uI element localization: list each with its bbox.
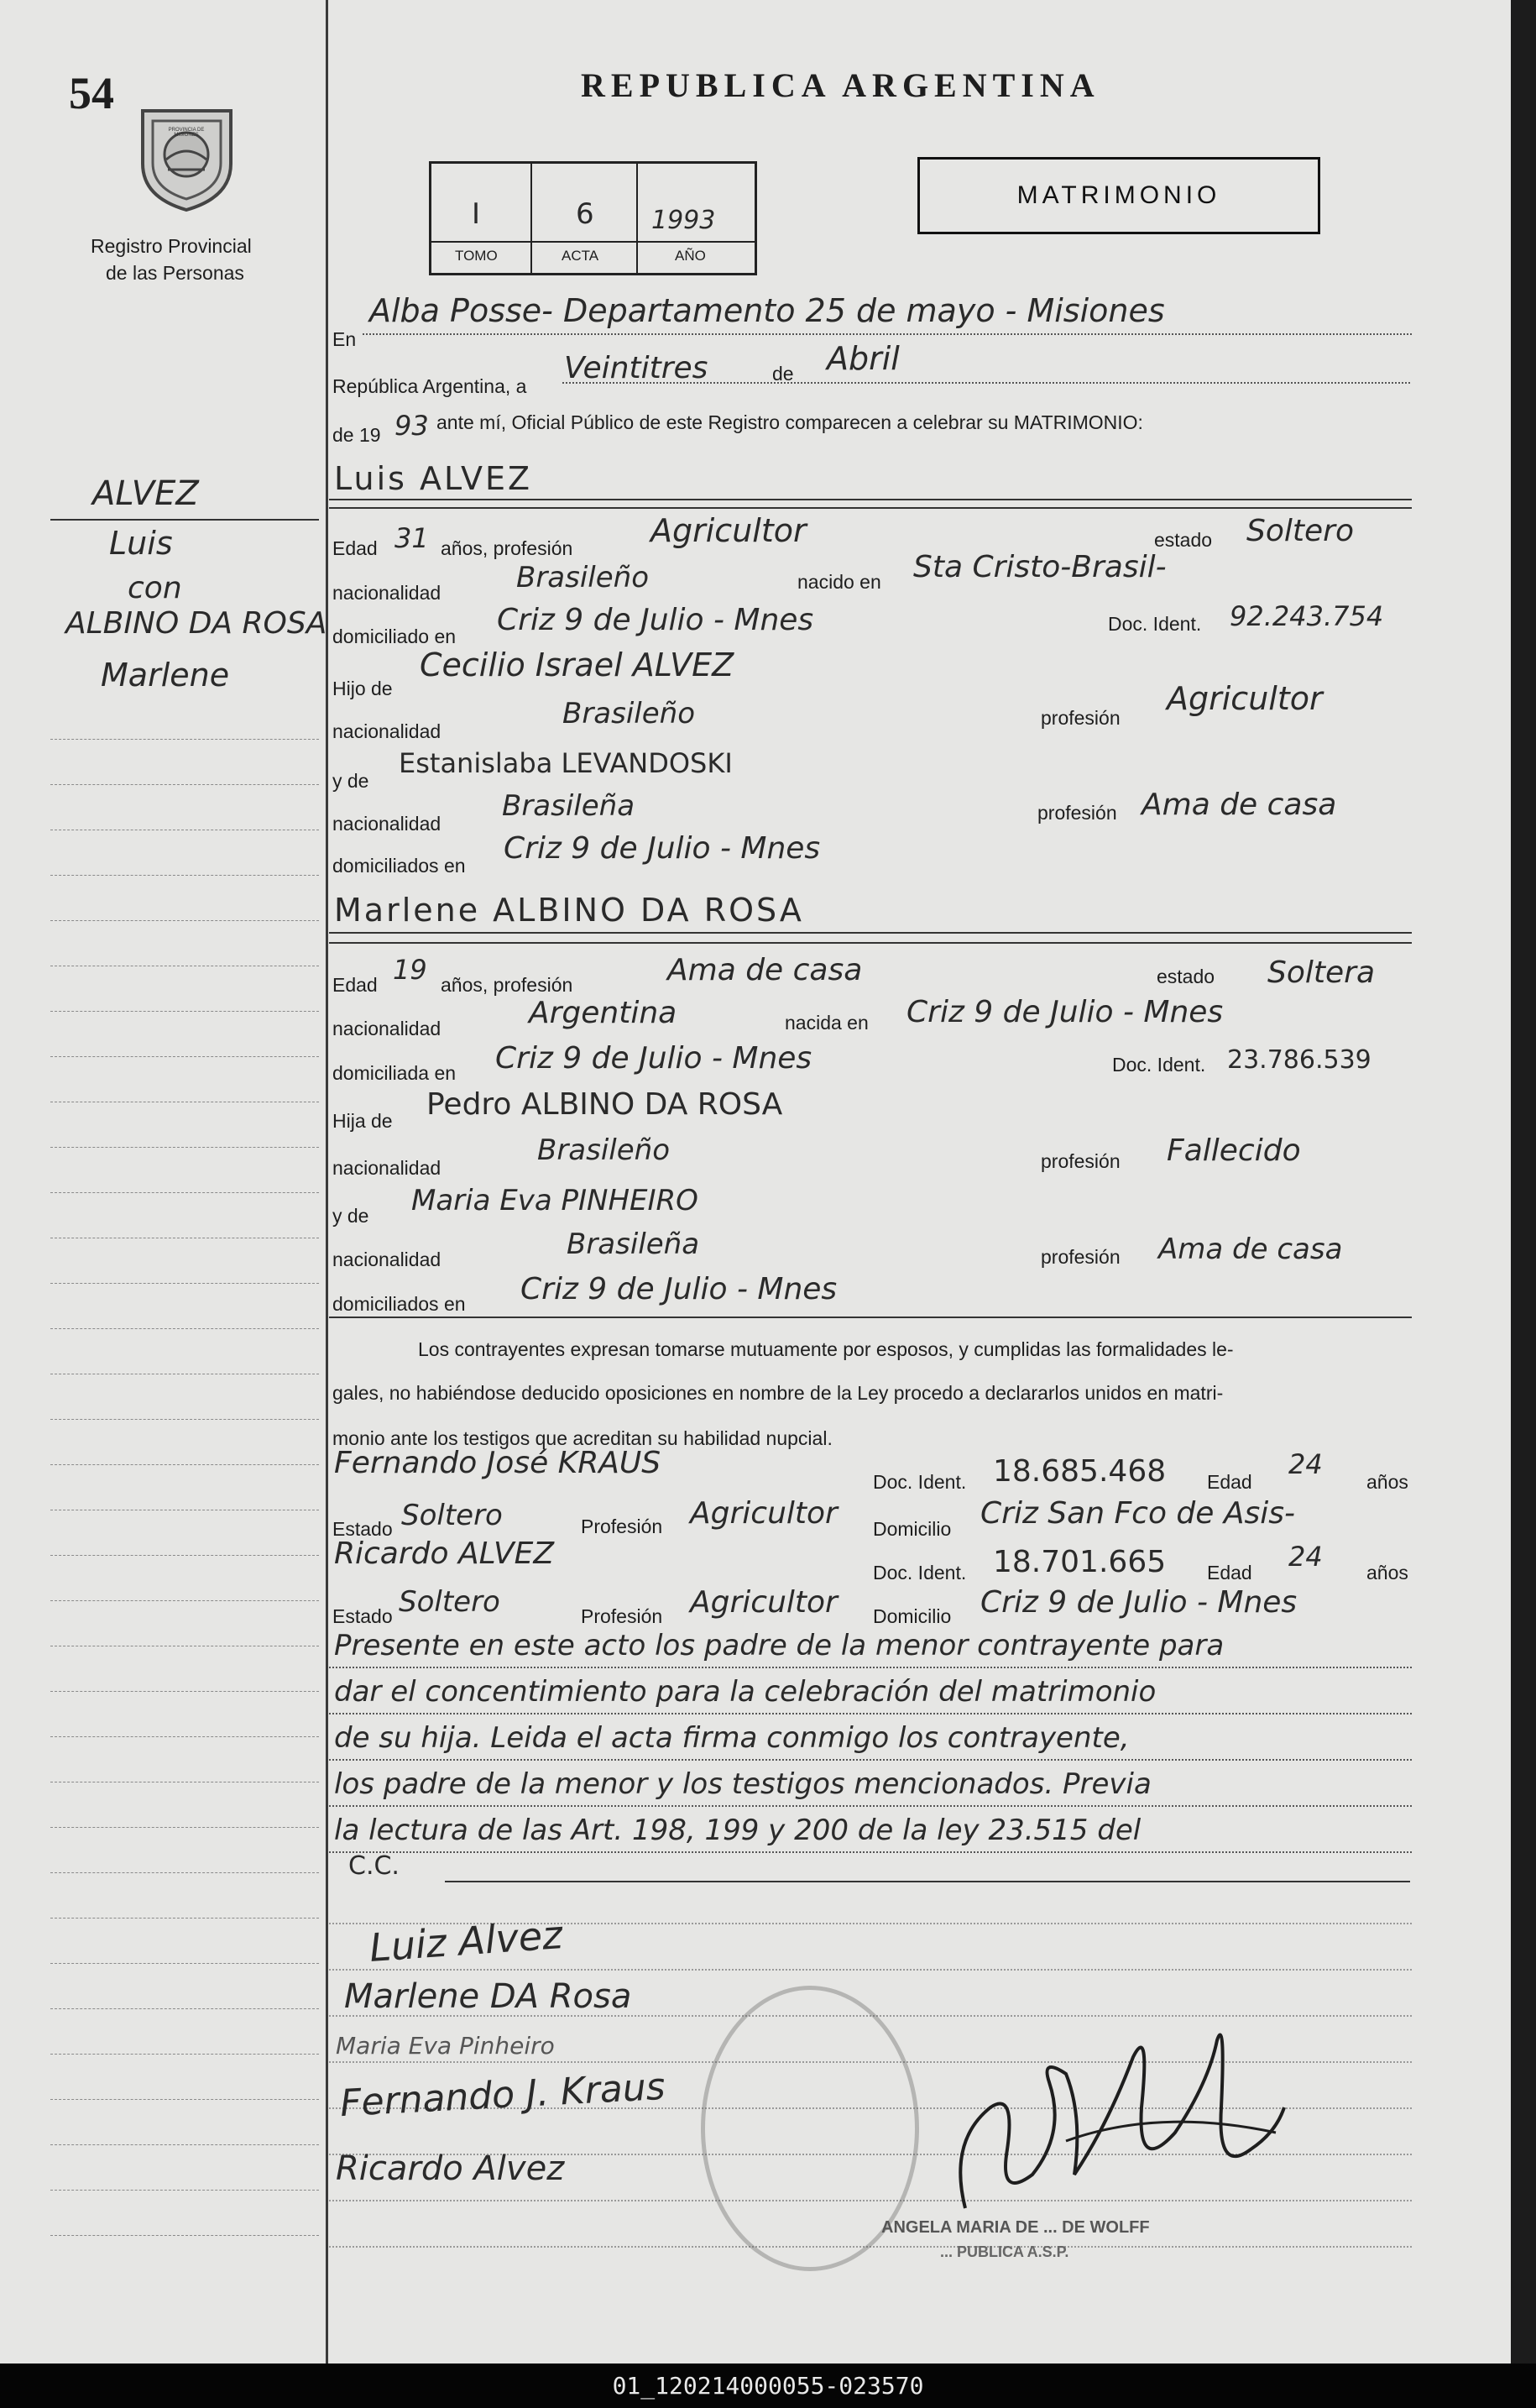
margin-line — [50, 1283, 319, 1284]
margin-line — [50, 784, 319, 785]
dotted-line — [329, 1713, 1412, 1714]
groom-yde-label: y de — [332, 770, 369, 792]
book-edge — [1511, 0, 1536, 2364]
witness1-doc-label: Doc. Ident. — [873, 1471, 967, 1493]
margin-line — [50, 2190, 319, 2191]
official-signature — [940, 2007, 1293, 2225]
witness2-estado-label: Estado — [332, 1605, 393, 1627]
margin-note-3: con — [128, 571, 182, 605]
note-line-4: los padre de la menor y los testigos mencionados. Previa — [334, 1767, 1152, 1801]
act-type-box — [917, 157, 1320, 234]
acta-label: ACTA — [562, 248, 599, 264]
witness2-doc-label: Doc. Ident. — [873, 1562, 967, 1584]
signature-3: Maria Eva Pinheiro — [336, 2032, 555, 2060]
bride-anos-profesion-label: años, profesión — [441, 974, 573, 996]
signature-line — [329, 1969, 1412, 1971]
bride-parents-dom-label: domiciliados en — [332, 1293, 466, 1315]
margin-note-4: ALBINO DA ROSA — [65, 606, 327, 641]
groom-nacido-label: nacido en — [797, 571, 881, 593]
groom-age-label: Edad — [332, 537, 378, 559]
province-seal — [134, 92, 239, 214]
bride-father-prof-label: profesión — [1041, 1150, 1121, 1172]
month-value: Abril — [827, 340, 900, 377]
bride-parents-address: Criz 9 de Julio - Mnes — [520, 1272, 838, 1306]
groom-mother: Estanislaba LEVANDOSKI — [399, 747, 733, 779]
witness2-domicile: Criz 9 de Julio - Mnes — [980, 1585, 1298, 1620]
place-value: Alba Posse- Departamento 25 de mayo - Misiones — [369, 292, 1165, 329]
groom-anos-profesion-label: años, profesión — [441, 537, 573, 559]
section-rule — [329, 942, 1412, 944]
country-title: REPUBLICA ARGENTINA — [581, 66, 1100, 104]
groom-nationality: Brasileño — [516, 561, 650, 594]
tomo-value: I — [472, 197, 481, 231]
margin-line — [50, 1192, 319, 1193]
margin-line — [50, 1328, 319, 1329]
bride-father-nat-label: nacionalidad — [332, 1157, 441, 1179]
bride-hija-label: Hija de — [332, 1110, 393, 1132]
witness1-edad-label: Edad — [1207, 1471, 1252, 1493]
bride-domicilio-label: domiciliada en — [332, 1062, 457, 1084]
margin-note-5: Marlene — [101, 657, 230, 694]
margin-line — [50, 1918, 319, 1919]
dotted-line — [562, 382, 1410, 384]
witness2-prof-label: Profesión — [581, 1605, 663, 1627]
margin-rule — [326, 0, 328, 2364]
groom-address: Criz 9 de Julio - Mnes — [497, 603, 814, 637]
margin-line — [50, 1056, 319, 1057]
margin-line — [50, 1736, 319, 1737]
witness1-domicile: Criz San Fco de Asis- — [980, 1496, 1295, 1531]
groom-nacionalidad-label: nacionalidad — [332, 582, 441, 604]
day-value: Veintitres — [564, 351, 708, 385]
groom-profession: Agricultor — [650, 512, 807, 549]
ano-label: AÑO — [675, 248, 706, 264]
bride-mother: Maria Eva PINHEIRO — [411, 1184, 698, 1217]
witness2-profession: Agricultor — [690, 1585, 838, 1620]
bride-status: Soltera — [1267, 955, 1376, 990]
witness2-edad-label: Edad — [1207, 1562, 1252, 1584]
witness1-doc: 18.685.468 — [993, 1454, 1167, 1489]
groom-birthplace: Sta Cristo-Brasil- — [913, 550, 1167, 584]
acta-value: 6 — [576, 197, 594, 231]
witness1-prof-label: Profesión — [581, 1515, 663, 1537]
groom-age: 31 — [394, 522, 429, 554]
groom-mother-nationality: Brasileña — [502, 789, 635, 823]
bride-age-label: Edad — [332, 974, 378, 996]
margin-line — [50, 1963, 319, 1964]
margin-note-2: Luis — [109, 525, 173, 562]
margin-line — [50, 1419, 319, 1420]
margin-line — [50, 2144, 319, 2145]
margin-line — [50, 2099, 319, 2100]
note-line-3: de su hija. Leida el acta firma conmigo los contrayente, — [334, 1721, 1130, 1755]
margin-line — [50, 1464, 319, 1465]
margin-line — [50, 2008, 319, 2009]
signature-5: Ricardo Alvez — [336, 2149, 565, 2188]
witness1-dom-label: Domicilio — [873, 1518, 952, 1540]
dotted-line — [329, 1851, 1412, 1853]
year-prefix: de 19 — [332, 424, 381, 446]
witness2-status: Soltero — [399, 1585, 500, 1619]
margin-line — [50, 1011, 319, 1012]
groom-parents-dom-label: domiciliados en — [332, 855, 466, 877]
statement-line-2: gales, no habiéndose deducido oposiciones en nombre de la Ley procedo a declararlos unidos en matri- — [332, 1382, 1224, 1404]
bride-mother-prof-label: profesión — [1041, 1246, 1121, 1268]
margin-note-rule — [50, 519, 319, 521]
closing-rule — [445, 1881, 1410, 1882]
en-label: En — [332, 328, 357, 350]
dotted-line — [363, 333, 1412, 335]
id-box — [429, 161, 757, 275]
groom-father-prof-label: profesión — [1041, 707, 1121, 729]
margin-line — [50, 875, 319, 876]
folio-number: 54 — [69, 68, 114, 118]
registry-line-1: Registro Provincial — [91, 235, 252, 257]
margin-line — [50, 1147, 319, 1148]
bride-name: Marlene ALBINO DA ROSA — [334, 892, 804, 929]
groom-name: Luis ALVEZ — [334, 460, 533, 497]
witness2-age: 24 — [1288, 1541, 1323, 1573]
act-type-label: MATRIMONIO — [1016, 181, 1221, 209]
groom-mother-nat-label: nacionalidad — [332, 813, 441, 835]
registry-line-2: de las Personas — [106, 262, 244, 284]
groom-status: Soltero — [1246, 514, 1354, 548]
note-line-2: dar el concentimiento para la celebración del matrimonio — [334, 1675, 1157, 1709]
margin-note-1: ALVEZ — [92, 474, 199, 513]
groom-estado-label: estado — [1154, 529, 1213, 551]
section-rule — [329, 1317, 1412, 1318]
bride-mother-nationality: Brasileña — [567, 1228, 700, 1261]
witness1-name: Fernando José KRAUS — [334, 1446, 661, 1480]
margin-line — [50, 2054, 319, 2055]
bride-age: 19 — [393, 954, 427, 986]
margin-line — [50, 920, 319, 921]
bride-mother-profession: Ama de casa — [1158, 1233, 1343, 1266]
bride-yde-label: y de — [332, 1205, 369, 1227]
republica-label: República Argentina, a — [332, 375, 527, 397]
tomo-label: TOMO — [455, 248, 498, 264]
groom-doc: 92.243.754 — [1230, 600, 1384, 632]
bride-nacionalidad-label: nacionalidad — [332, 1018, 441, 1039]
groom-mother-profession: Ama de casa — [1142, 788, 1337, 822]
witness2-doc: 18.701.665 — [993, 1545, 1167, 1579]
groom-father-profession: Agricultor — [1167, 680, 1323, 717]
witness1-profession: Agricultor — [690, 1496, 838, 1531]
dotted-line — [329, 1805, 1412, 1807]
official-stamp-line-2: ... PUBLICA A.S.P. — [940, 2243, 1069, 2260]
margin-line — [50, 1600, 319, 1601]
margin-line — [50, 739, 319, 740]
bride-address: Criz 9 de Julio - Mnes — [495, 1041, 812, 1076]
groom-doc-label: Doc. Ident. — [1108, 613, 1202, 635]
bride-mother-nat-label: nacionalidad — [332, 1248, 441, 1270]
image-code-bar: 01_120214000055-023570 — [0, 2364, 1536, 2408]
signature-1: Luiz Alvez — [368, 1912, 564, 1971]
bride-estado-label: estado — [1157, 966, 1215, 987]
margin-line — [50, 2235, 319, 2236]
bride-father-profession: Fallecido — [1167, 1133, 1301, 1168]
note-line-1: Presente en este acto los padre de la menor contrayente para — [334, 1629, 1225, 1662]
witness1-estado-label: Estado — [332, 1518, 393, 1540]
margin-line — [50, 1555, 319, 1556]
bride-profession: Ama de casa — [667, 953, 863, 987]
bride-doc: 23.786.539 — [1227, 1045, 1371, 1075]
signature-2: Marlene DA Rosa — [344, 1977, 632, 2016]
witness2-name: Ricardo ALVEZ — [334, 1536, 555, 1571]
witness1-status: Soltero — [401, 1499, 503, 1532]
de-label: de — [772, 363, 794, 385]
section-rule — [329, 499, 1412, 500]
witness1-anos-label: años — [1366, 1471, 1408, 1493]
groom-father-nat-label: nacionalidad — [332, 720, 441, 742]
ano-value: 1993 — [651, 206, 716, 235]
margin-line — [50, 1691, 319, 1692]
bride-father-nationality: Brasileño — [537, 1133, 671, 1167]
witness1-age: 24 — [1288, 1448, 1323, 1480]
witness2-dom-label: Domicilio — [873, 1605, 952, 1627]
groom-mother-prof-label: profesión — [1037, 802, 1117, 824]
note-line-5: la lectura de las Art. 198, 199 y 200 de la ley 23.515 del — [334, 1814, 1142, 1847]
statement-line-1: Los contrayentes expresan tomarse mutuamente por esposos, y cumplidas las formalidades le- — [418, 1338, 1234, 1360]
seal-text: PROVINCIA DE MISIONES — [168, 128, 205, 138]
bride-nationality: Argentina — [529, 996, 677, 1030]
groom-father: Cecilio Israel ALVEZ — [420, 646, 734, 683]
groom-domicilio-label: domiciliado en — [332, 626, 457, 647]
witness2-anos-label: años — [1366, 1562, 1408, 1584]
bride-doc-label: Doc. Ident. — [1112, 1054, 1206, 1076]
margin-line — [50, 1872, 319, 1873]
groom-father-nationality: Brasileño — [562, 697, 696, 730]
signature-4: Fernando J. Kraus — [338, 2065, 666, 2126]
note-line-6: C.C. — [348, 1851, 400, 1881]
section-rule — [329, 507, 1412, 509]
margin-line — [50, 1827, 319, 1828]
groom-parents-address: Criz 9 de Julio - Mnes — [504, 831, 821, 866]
statement-line-3: monio ante los testigos que acreditan su habilidad nupcial. — [332, 1427, 833, 1449]
section-rule — [329, 932, 1412, 934]
groom-hijo-label: Hijo de — [332, 678, 393, 699]
official-stamp-line-1: ANGELA MARIA DE ... DE WOLFF — [881, 2218, 1150, 2237]
bride-father: Pedro ALBINO DA ROSA — [426, 1087, 783, 1122]
bride-nacida-label: nacida en — [785, 1012, 869, 1034]
dotted-line — [329, 1667, 1412, 1668]
declaration-text: ante mí, Oficial Público de este Registro comparecen a celebrar su MATRIMONIO: — [436, 411, 1143, 433]
year-suffix: 93 — [394, 410, 429, 442]
dotted-line — [329, 1759, 1412, 1761]
bride-birthplace: Criz 9 de Julio - Mnes — [906, 995, 1224, 1029]
